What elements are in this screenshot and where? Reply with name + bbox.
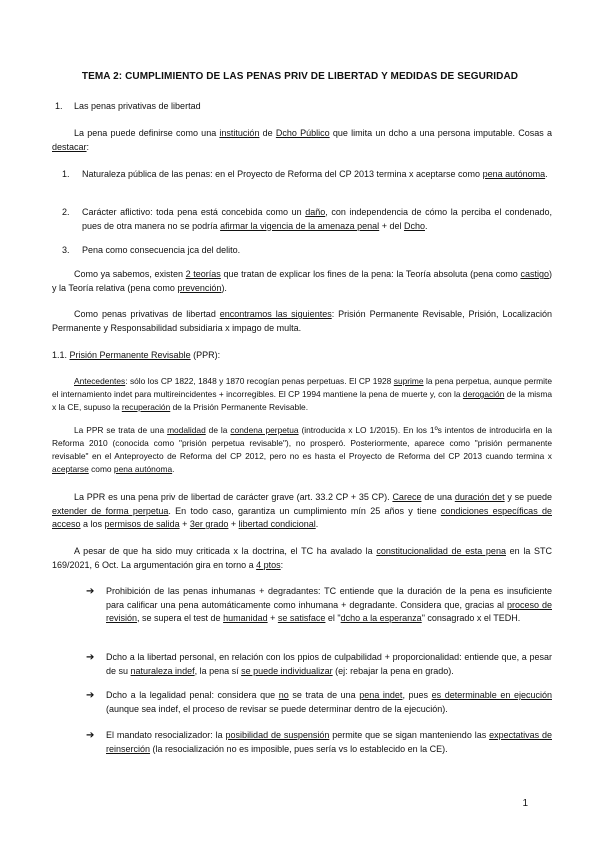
list-item: Pena como consecuencia jca del delito. [82, 245, 241, 255]
bullet-item: Dcho a la libertad personal, en relación con los ppios de culpabilidad + proporcionalidad: entiende que, a pesar de su naturaleza indef, la pena sí se puede individualizar (ej: rebajar la pena en grado). [106, 652, 552, 676]
list-number: 2. [62, 207, 70, 217]
arrow-bullet-icon: ➔ [86, 652, 95, 663]
list-item: Carácter aflictivo: toda pena está concebida como un daño, con independencia de cómo la perciba el condenado, pues de otra manera no se podría afirmar la vigencia de la amenaza penal + del Dcho. [82, 207, 552, 231]
bullet-item: El mandato resocializador: la posibilidad de suspensión permite que se sigan manteniendo las expectativas de reinserción (la resocialización no es imposible, pues sería vs lo establecido en la CE). [106, 730, 552, 754]
paragraph-ppr-modalidad: La PPR se trata de una modalidad de la condena perpetua (introducida x LO 1/2015). En los 1ºs intentos de introducirla en la Reforma 2010 (conocida como "prisión perpetua revisable"), no prosperó. Posteriormente, aparece como "prisión permanente revisable" en el Anteproyecto de Reforma del CP 2012, pero no es hasta el Proyecto de Reforma del CP 2013 cuando termina x aceptarse como pena autónoma. [52, 425, 552, 474]
paragraph-theories: Como ya sabemos, existen 2 teorías que tratan de explicar los fines de la pena: la Teoría absoluta (pena como castigo) y la Teoría relativa (pena como prevención). [52, 269, 552, 293]
list-item: Naturaleza pública de las penas: en el Proyecto de Reforma del CP 2013 termina x aceptarse como pena autónoma. [82, 169, 548, 179]
arrow-bullet-icon: ➔ [86, 730, 95, 741]
paragraph-tc: A pesar de que ha sido muy criticada x la doctrina, el TC ha avalado la constitucionalidad de esta pena en la STC 169/2021, 6 Oct. La argumentación gira en torno a 4 ptos: [52, 546, 552, 570]
document-title: TEMA 2: CUMPLIMIENTO DE LAS PENAS PRIV DE LIBERTAD Y MEDIDAS DE SEGURIDAD [81, 71, 519, 82]
section-heading: Las penas privativas de libertad [74, 101, 201, 111]
list-number: 1. [62, 169, 70, 179]
arrow-bullet-icon: ➔ [86, 586, 95, 597]
bullet-item: Prohibición de las penas inhumanas + degradantes: TC entiende que la duración de la pena es insuficiente para calificar una pena automáticamente como inhumana + degradante. Considera que, gracias al proceso de revisión, se supera el test de humanidad + se satisface el "dcho a la esperanza" consagrado x el TEDH. [106, 586, 552, 623]
paragraph-ppr-grave: La PPR es una pena priv de libertad de carácter grave (art. 33.2 CP + 35 CP). Carece de una duración det y se puede extender de forma perpetua. En todo caso, garantiza un cumplimiento mín 25 años y tiene condiciones específicas de acceso a los permisos de salida + 3er grado + libertad condicional. [52, 492, 552, 529]
page-number: 1 [522, 798, 528, 809]
list-number: 3. [62, 245, 70, 255]
paragraph-antecedentes: Antecedentes: sólo los CP 1822, 1848 y 1870 recogían penas perpetuas. El CP 1928 suprime la pena perpetua, aunque permite el internamiento indet para multireincidentes + incorregibles. El CP 1994 mantiene la pena de muerte y, con la derogación de la misma x la CE, supuso la recuperación de la Prisión Permanente Revisable. [52, 376, 553, 412]
bullet-item: Dcho a la legalidad penal: considera que no se trata de una pena indet, pues es determinable en ejecución (aunque sea indef, el proceso de revisar se puede determinar dentro de la ejecución). [106, 690, 552, 714]
arrow-bullet-icon: ➔ [86, 690, 95, 701]
section-number: 1. [55, 101, 63, 111]
subsection-heading: 1.1. Prisión Permanente Revisable (PPR): [52, 350, 221, 360]
paragraph-definition: La pena puede definirse como una institución de Dcho Público que limita un dcho a una persona imputable. Cosas a destacar: [52, 128, 552, 152]
paragraph-penalties: Como penas privativas de libertad encontramos las siguientes: Prisión Permanente Revisable, Prisión, Localización Permanente y Responsabilidad subsidiaria x impago de multa. [52, 309, 552, 333]
